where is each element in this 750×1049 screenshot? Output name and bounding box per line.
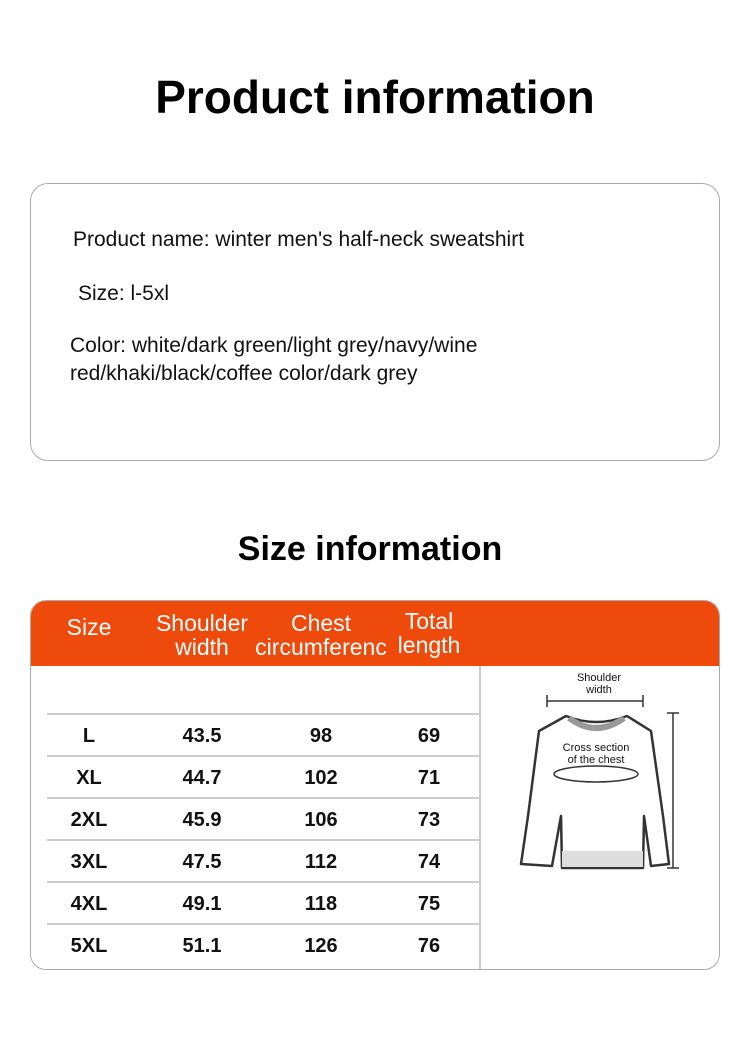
product-info-box bbox=[30, 183, 720, 461]
column-header: Shoulder width bbox=[155, 610, 249, 660]
sweatshirt-icon bbox=[481, 666, 719, 966]
table-cell: 98 bbox=[309, 725, 333, 747]
column-header: Total length bbox=[397, 608, 461, 658]
table-cell: 4XL bbox=[70, 893, 108, 915]
table-row bbox=[47, 797, 479, 841]
table-cell: 112 bbox=[304, 851, 338, 873]
table-cell: 118 bbox=[304, 893, 338, 915]
table-cell: 5XL bbox=[70, 935, 108, 957]
table-cell: 73 bbox=[417, 809, 441, 831]
table-cell: 102 bbox=[304, 767, 338, 789]
table-cell: 51.1 bbox=[182, 935, 222, 957]
table-cell: 49.1 bbox=[182, 893, 222, 915]
product-name: Product name: winter men's half-neck sweatshirt bbox=[73, 228, 525, 251]
table-cell: 3XL bbox=[70, 851, 108, 873]
product-color-line1: Color: white/dark green/light grey/navy/wine bbox=[70, 334, 478, 357]
column-header: Chest circumferenc bbox=[255, 610, 387, 660]
table-cell: L bbox=[82, 725, 96, 747]
column-header: Size bbox=[66, 614, 112, 640]
table-row bbox=[47, 713, 479, 757]
table-cell: 43.5 bbox=[182, 725, 222, 747]
table-cell: 74 bbox=[417, 851, 441, 873]
table-cell: 71 bbox=[417, 767, 441, 789]
size-table bbox=[30, 600, 720, 970]
product-info-title: Product information bbox=[155, 71, 595, 123]
table-cell: 76 bbox=[417, 935, 441, 957]
shoulder-width-label: Shoulder width bbox=[576, 672, 622, 696]
table-cell: 69 bbox=[417, 725, 441, 747]
table-cell: 45.9 bbox=[182, 809, 222, 831]
chest-section-label: Cross section of the chest bbox=[562, 742, 630, 766]
table-cell: 2XL bbox=[70, 809, 108, 831]
table-cell: XL bbox=[76, 767, 102, 789]
sweatshirt-diagram bbox=[481, 666, 719, 966]
table-row bbox=[47, 755, 479, 799]
table-row bbox=[47, 923, 479, 967]
table-cell: 106 bbox=[304, 809, 338, 831]
table-cell: 44.7 bbox=[182, 767, 222, 789]
size-info-title: Size information bbox=[237, 530, 503, 568]
product-color-line2: red/khaki/black/coffee color/dark grey bbox=[70, 362, 418, 385]
table-row bbox=[47, 839, 479, 883]
table-cell: 47.5 bbox=[182, 851, 222, 873]
table-cell: 126 bbox=[304, 935, 338, 957]
table-row bbox=[47, 881, 479, 925]
table-header bbox=[31, 601, 719, 666]
product-size: Size: l-5xl bbox=[78, 282, 170, 305]
table-cell: 75 bbox=[417, 893, 441, 915]
